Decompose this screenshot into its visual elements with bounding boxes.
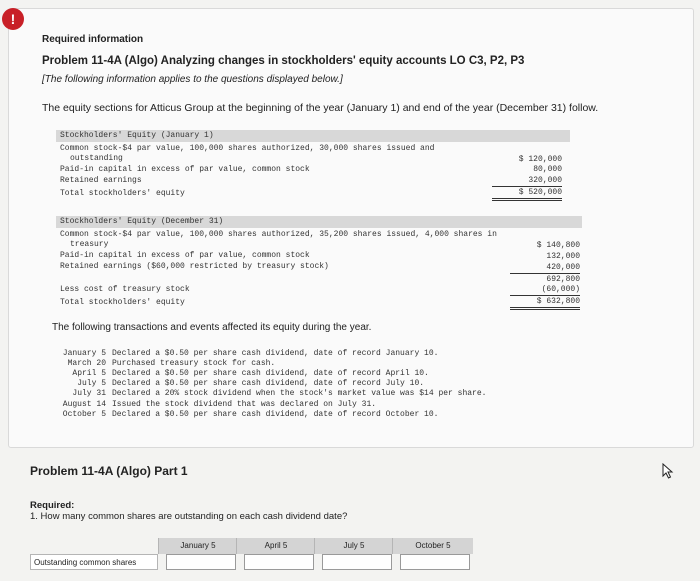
dec-section-title: Stockholders' Equity (December 31) (60, 217, 224, 226)
row-label-outstanding-shares: Outstanding common shares (30, 554, 158, 570)
transaction-date: January 5 (62, 349, 106, 358)
jan-total-amount: $ 520,000 (492, 188, 562, 201)
transaction-text: Declared a $0.50 per share cash dividend, date of record April 10. (112, 369, 429, 378)
april-5-shares-input[interactable] (244, 554, 314, 570)
january-5-shares-input[interactable] (166, 554, 236, 570)
dec-subtotal-amount: 692,800 (546, 275, 580, 284)
jan-common-stock-label-cont: outstanding (70, 154, 123, 163)
transaction-text: Declared a $0.50 per share cash dividend, date of record October 10. (112, 410, 439, 419)
jan-common-stock-amount: $ 120,000 (518, 155, 562, 164)
problem-note: [The following information applies to the questions displayed below.] (42, 74, 343, 85)
transaction-date: April 5 (72, 369, 106, 378)
dec-paid-in-label: Paid-in capital in excess of par value, common stock (60, 251, 310, 260)
transaction-text: Declared a $0.50 per share cash dividend, date of record July 10. (112, 379, 425, 388)
october-5-shares-input[interactable] (400, 554, 470, 570)
dec-common-stock-label-cont: treasury (70, 240, 109, 249)
question-text: 1. How many common shares are outstanding on each cash dividend date? (30, 511, 348, 522)
dec-retained-amount: 420,000 (510, 263, 580, 274)
transaction-date: October 5 (62, 410, 106, 419)
dec-total-label: Total stockholders' equity (60, 298, 185, 307)
july-5-shares-input[interactable] (322, 554, 392, 570)
column-header-april-5: April 5 (236, 538, 315, 554)
required-label: Required: (30, 500, 75, 511)
jan-paid-in-label: Paid-in capital in excess of par value, common stock (60, 165, 310, 174)
problem-intro: The equity sections for Atticus Group at the beginning of the year (January 1) and end of the year (December 31) follow. (42, 102, 599, 114)
alert-icon: ! (2, 8, 24, 30)
transactions-intro: The following transactions and events affected its equity during the year. (52, 322, 372, 333)
dec-treasury-amount: (60,000) (510, 285, 580, 296)
jan-paid-in-amount: 80,000 (533, 165, 562, 174)
dec-common-stock-amount: $ 140,800 (536, 241, 580, 250)
transaction-date: July 5 (77, 379, 106, 388)
column-header-october-5: October 5 (392, 538, 473, 554)
dec-treasury-label: Less cost of treasury stock (60, 285, 190, 294)
transaction-date: July 31 (72, 389, 106, 398)
column-header-january-5: January 5 (158, 538, 237, 554)
transaction-date: August 14 (62, 400, 106, 409)
jan-section-title: Stockholders' Equity (January 1) (60, 131, 214, 140)
required-information-heading: Required information (42, 34, 144, 45)
problem-title: Problem 11-4A (Algo) Analyzing changes in stockholders' equity accounts LO C3, P2, P3 (42, 55, 525, 67)
jan-retained-label: Retained earnings (60, 176, 142, 185)
dec-retained-label: Retained earnings ($60,000 restricted by treasury stock) (60, 262, 329, 271)
transaction-text: Declared a $0.50 per share cash dividend, date of record January 10. (112, 349, 439, 358)
column-header-july-5: July 5 (314, 538, 393, 554)
transaction-date: March 20 (67, 359, 106, 368)
jan-total-label: Total stockholders' equity (60, 189, 185, 198)
dec-common-stock-label: Common stock-$4 par value, 100,000 shares authorized, 35,200 shares issued, 4,000 shares in (60, 230, 497, 239)
transaction-text: Issued the stock dividend that was declared on July 31. (112, 400, 377, 409)
transaction-text: Declared a 20% stock dividend when the stock's market value was $14 per share. (112, 389, 487, 398)
mouse-cursor-icon (662, 463, 676, 479)
transaction-text: Purchased treasury stock for cash. (112, 359, 276, 368)
jan-retained-amount: 320,000 (492, 176, 562, 187)
part-title: Problem 11-4A (Algo) Part 1 (30, 464, 188, 478)
dec-paid-in-amount: 132,000 (546, 252, 580, 261)
jan-common-stock-label: Common stock-$4 par value, 100,000 shares authorized, 30,000 shares issued and (60, 144, 435, 153)
dec-total-amount: $ 632,800 (510, 297, 580, 310)
